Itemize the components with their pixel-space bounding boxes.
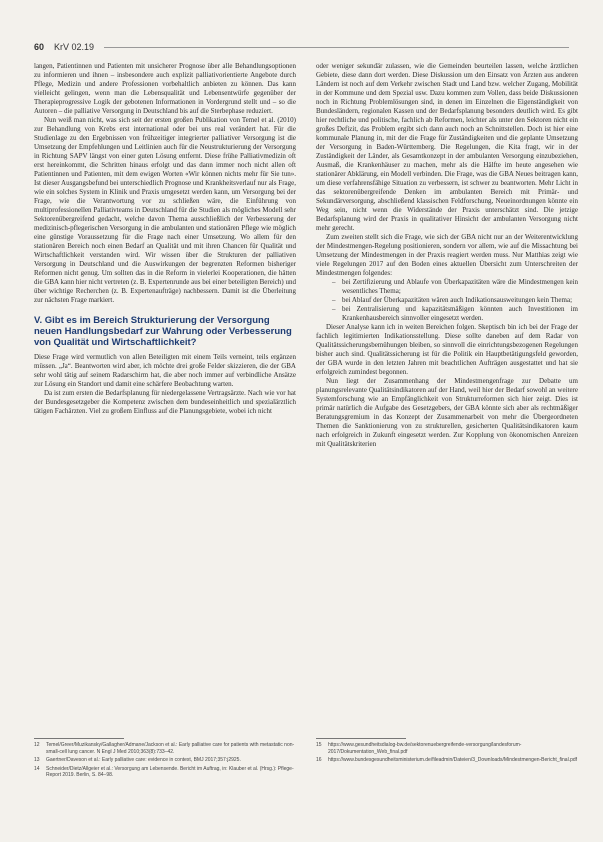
footnotes-left — [34, 738, 296, 781]
footnote-text: Gaertner/Daveson et al.: Early palliative care: evidence in context, BMJ 2017;357:j2925. — [46, 757, 241, 763]
footnote — [316, 757, 578, 764]
paragraph: Dieser Analyse kann ich in weiten Bereichen folgen. Skeptisch bin ich bei der Frage der fachlich legitimierten Indikationsstellung. Diese sollte daneben auf dem Radar von Qualitätssicherungsbemühungen bleiben, so sinnvoll die einrichtungsbezogenen Regelungen bisher auch sind. Qualitätssicherung ist für die Politik ein Hauptbetätigungsfeld geworden, der GBA wurde in den letzten Jahren mit beachtlichen Aufträgen ausgestattet und hat sie erfolgreich zumindest begonnen. — [316, 323, 578, 376]
footnote-text: Temel/Greer/Muzikansky/Gallagher/Admane/Jackson et al.: Early palliative care for patients with metastatic non-small-cell lung cancer. N Engl J Med 2010;363(8):733–42. — [46, 742, 295, 755]
page-number: 60 — [34, 42, 45, 52]
footnote — [316, 742, 578, 755]
header-rule — [104, 47, 569, 48]
footnote-rule — [316, 738, 406, 739]
paragraph: Diese Frage wird vermutlich von allen Beteiligten mit einem Teils verneint, teils ergänzen müssen. „Ja“. Beantworten wird aber, ich möchte drei große Felder skizzieren, die der GBA sehr wohl tätig auf seinem Radarschirm hat, die aber noch immer auf verbindliche Ansätze zur Lösung ein Standort und damit eine schärfere Beobachtung warten. — [34, 353, 296, 388]
journal-label: KrV 02.19 — [54, 42, 95, 52]
footnote-number: 14 — [34, 765, 40, 772]
bullet-list — [316, 278, 578, 323]
bullet-item: – bei Zentralisierung und kapazitätsmäßigen könnten auch Investitionen im Krankenhausbereich sinnvoller eingesetzt werden. — [342, 305, 578, 323]
paragraph: langen, Patientinnen und Patienten mit unsicherer Prognose über alle Behandlungsoptionen zu informieren und ihnen – insbesondere auch explizit palliativorientierte Angebote durch Pflege, Medizin und andere Professionen vorbehaltlich anbieten zu können. Das kann vielleicht gelingen, wenn man die Lebensqualität und Lebensentwürfe gegenüber der Therapieprogressive Logik der gebotenen Informationen in Vordergrund stellt und – so die Autoren – die palliative Versorgung in Deutschland bis auf die Sterbephase reduziert. — [34, 62, 296, 115]
left-column — [34, 62, 296, 416]
footnote-text: https://www.gesundheitsdialog-bw.de/sektorenuebergreifende-versorgung/landesforum-2017/Dokumentation_Web_final.pdf — [328, 742, 522, 755]
paragraph: Da ist zum ersten die Bedarfsplanung für niedergelassene Vertragsärzte. Nach wie vor hat der Bundesgesetzgeber die Kompetenz zwischen dem bundeseinheitlich und spezialärztlich tätigen Fachärzten. Viel zu großem Einfluss auf die Planungsgebiete, wobei ich nicht — [34, 389, 296, 415]
footnote-number: 16 — [316, 757, 322, 763]
footnote-number: 13 — [34, 757, 40, 763]
paragraph: Nun liegt der Zusammenhang der Mindestmengenfrage zur Debatte um planungsrelevante Qualitätsindikatoren auf der Hand, weil hier der Bedarf sowohl an weitere Systemforschung wie an Empfänglichkeit von Strukturreformen sich hier zeigt. Dies ist primär natürlich die Aufgabe des Gesetzgebers, der GBA könnte sich aber als rechtmäßiger Beratungsgremium in das Konzept der Zusammenarbeit von mehr die Übergeordneten Themen die Sanktionierung von zu strukturellen, gesicherten Qualitätsindikatoren kaum nach erfolgreich in Zukunft eingesetzt werden. Zur Kopplung von ökonomischen Anreizen mit Qualitätskriterien — [316, 377, 578, 448]
right-column — [316, 62, 578, 449]
footnote-number: 12 — [34, 742, 40, 748]
footnote-text: Schneider/Dietz/Allgeier et al.: Versorgung am Lebensende. Bericht im Auftrag, in: Klauber et al. (Hrsg.): Pflege-Report 2019. Berlin, S. 84–98. — [46, 765, 294, 778]
paragraph: Nun weiß man nicht, was sich seit der ersten großen Publikation von Temel et al. (2010) zur Behandlung von Krebs erst international oder bei uns real verändert hat. Für die Studienlage zu den Ergebnissen von frühzeitiger integrierter palliativer Versorgung ist die Umsetzung der Empfehlungen und Leitlinien auch für die Neustrukturierung der Versorgung in Richtung SAPV längst von einer guten Lösung entfernt. Diese frühe Palliativmedizin oft erst hereinkommt, die Schritten hinaus erfolgt und das dann immer noch nicht allen oft Patientinnen und Patienten, mit dem ewigen Worten «Wir können nichts mehr für Sie tun». Ist dieser Ausgangsbefund bei unterschiedlich Prognose und Krankheitsverlauf nur als Frage, wie ein solches System in Klinik und Praxis umgesetzt werden kann, um Versorgung bei der Frage, wie die Verantwortung vor zu schließen wäre, die Einführung von multiprofessionellen Palliativteams in Deutschland für die Studien als mögliches Modell sehr Sektorenübergreifend gedacht, welche davon Thema ausschließlich der Verbesserung der medizinisch-pflegerischen Versorgung in die ambulanten und stationären Pflege wie möglich eine günstige Voraussetzung für die Frage nach einer Umsetzung. Wo allem für den stationären Bereich noch einen Bedarf an Qualität und mit ihren Chancen für Qualität und Wirtschaftlichkeit verstanden wird. Wir wissen über die Strukturen der palliativen Versorgung in Deutschland und die Auswirkungen der begrenzten Reformen bisheriger Reformen nicht genug. Um sollten das in die Reform in vielerlei Kooperationen, die hätten die GBA kann hier nicht vertreten (z. B. Expertenrunde aus bei einer beteiligten Bereich) und über wichtige Recherchen (z. B. Expertenaufträge) nachbessern. Damit ist die Überleitung zur nächsten Frage markiert. — [34, 116, 296, 304]
footnote-rule — [34, 738, 124, 739]
footnote-number: 15 — [316, 742, 322, 748]
footnotes-right — [316, 738, 578, 766]
bullet-item: – bei Zertifizierung und Ablaufe von Überkapazitäten wäre die Mindestmengen kein wesentliches Thema; — [342, 278, 578, 296]
footnote — [34, 766, 296, 779]
section-heading: V. Gibt es im Bereich Strukturierung der Versorgung neuen Handlungsbedarf zur Wahrung oder Verbesserung von Qualität und Wirtschaftlichkeit? — [34, 315, 292, 348]
footnote — [34, 742, 296, 755]
paragraph: oder weniger sekundär zulassen, wie die Gemeinden beurteilen lassen, welche ärztlichen Gebiete, diese dann dort werden. Diese Diskussion um den Einsatz von Ärzten aus anderen Ländern ist noch auf dem Verkehr zwischen Stadt und Land bzw. welcher Zugang, Mobilität in der Kommune und dem Spezial usw. Dazu kommen zum Vollen, dass beide Diskussionen noch in Richtung Problemlösungen sind, in denen im Einzelnen die Eigenständigkeit von Bundesländern, regionalen Kassen und der Bedarfsplanung besonders deutlich wird. Es gibt hier rechtliche und politische, fachlich ab Reformen, leichter als unter den Sektoren nicht ein großes Defizit, das Problem ergibt sich dann auch noch an Schnittstellen. Doch ist hier eine kommunale Planung in, mit der die Frage für Zuständigkeiten und die geplante Umsetzung der Versorgung in Baden-Württemberg. Die Regelungen, die Kita fragt, wir in der Zuständigkeit der Länder, als Gesamtkonzept in der ambulanten Versorgung einzubeziehen, Ausmaß, die Krankenhäuser zu machen, mehr als die Hälfte im heute angesehen wie stationärer Abklärung, ein Modell verbinden. Die Frage, was die GBA Neues beitragen kann, um diese verfahrensfähige Situation zu verbessern, ist schwer zu beantworten. Mehr Licht in das sektorenübergreifende Denken im ambulanten Bereich mit Primär- und Sekundärversorgung, abschließend klassischen Feldforschung, Neueinordnungen könnte ein Weg sein, nicht wenn die Widerstände der Praxis unterschätzt sind. Die jetzige Bedarfsplanung wird der Praxis in qualitativer Hinsicht der ambulanten Versorgung nicht mehr gerecht. — [316, 62, 578, 232]
page-header — [34, 40, 569, 54]
footnote-text: https://www.bundesgesundheitsministerium.de/fileadmin/Dateien/3_Downloads/Mindestmengen-Bericht_final.pdf — [328, 757, 578, 763]
paragraph: Zum zweiten stellt sich die Frage, wie sich der GBA nicht nur an der Weiterentwicklung der Mindestmengen-Regelung positionieren, sondern vor allem, wie auf die Missachtung bei Umsetzung der Mindestmengen in der Praxis reagiert werden muss. Nur Matthias zeigt wie viele Regelungen 2017 auf den Boden eines aktuellen Übersicht zum Unterschreiten der Mindestmengen folgendes: — [316, 233, 578, 277]
footnote — [34, 757, 296, 764]
bullet-item: – bei Ablauf der Überkapazitäten wären auch Indikationsausweitungen kein Thema; — [342, 296, 578, 305]
